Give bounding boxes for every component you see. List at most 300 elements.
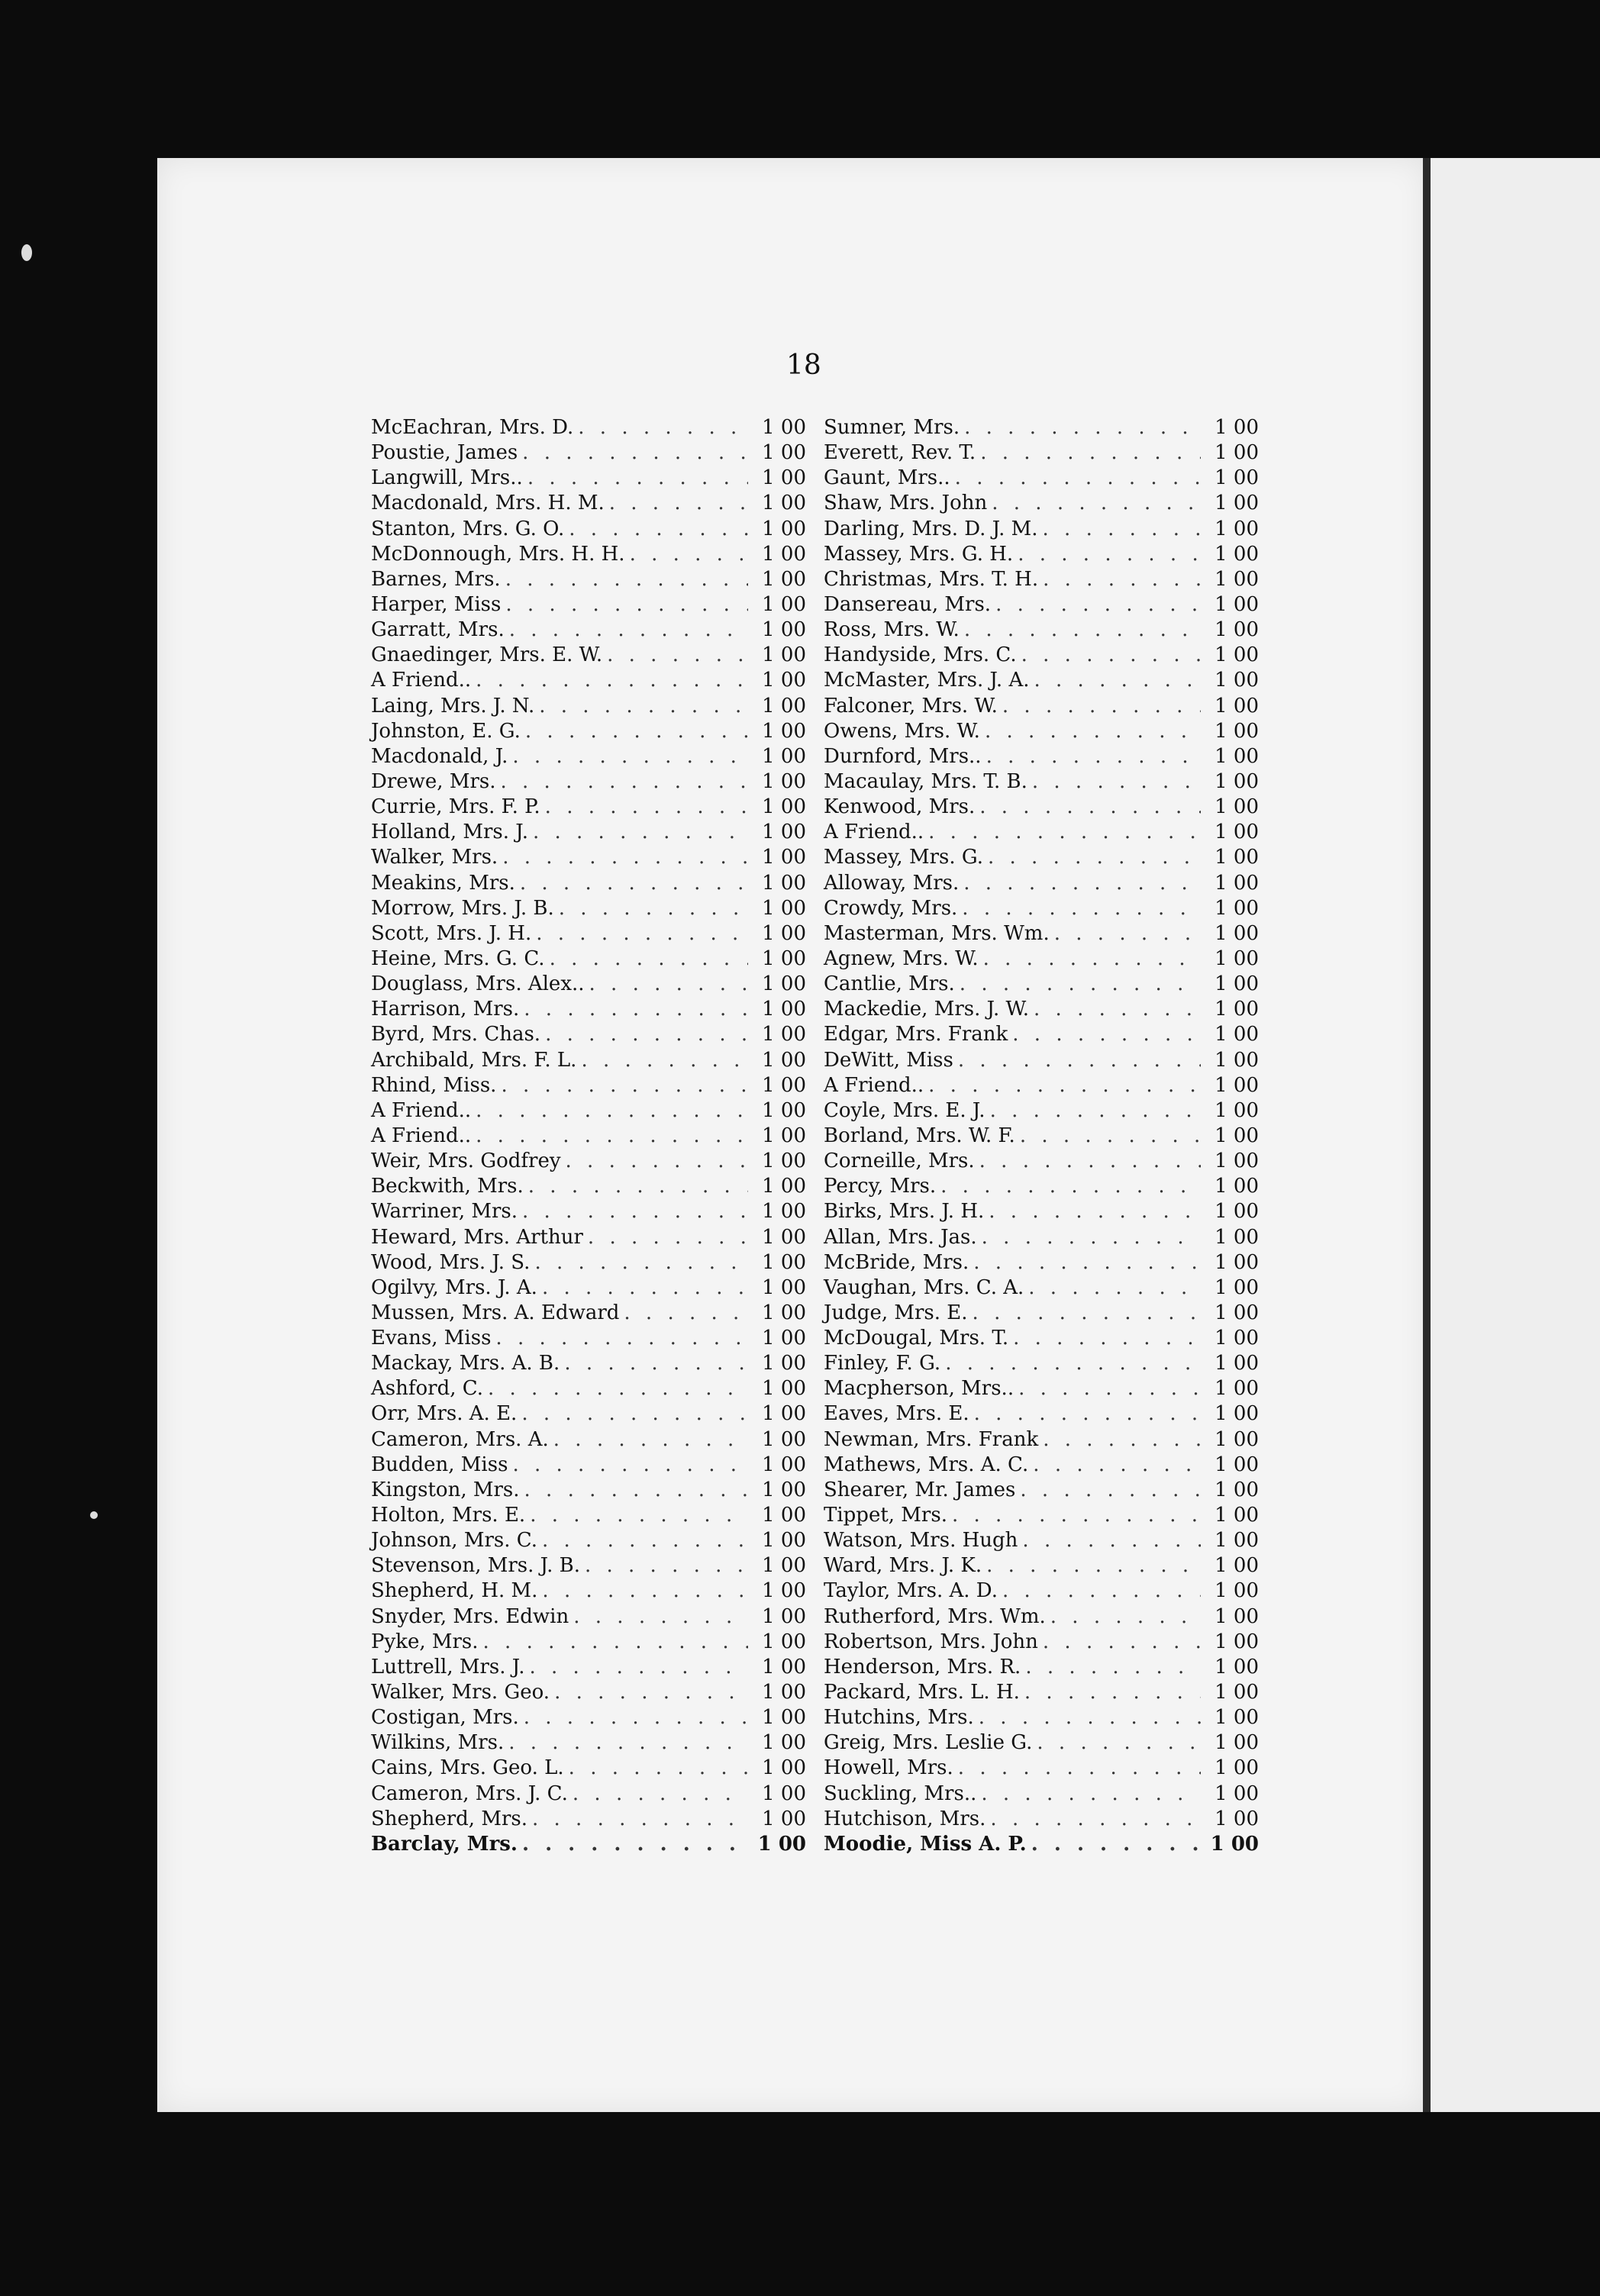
dot-leader — [1021, 643, 1201, 666]
donor-entry-row — [824, 1453, 1259, 1479]
dot-leader — [566, 1150, 748, 1172]
donation-amount: 1 00 — [762, 1655, 806, 1678]
dot-leader — [1033, 1453, 1201, 1476]
donation-amount: 1 00 — [762, 769, 806, 793]
donation-amount: 1 00 — [762, 1275, 806, 1299]
donor-entry-row — [371, 492, 806, 517]
donor-entry-row — [824, 1605, 1259, 1630]
donation-amount: 1 00 — [1215, 1782, 1259, 1805]
donation-amount: 1 00 — [1215, 1377, 1259, 1401]
donation-amount: 1 00 — [762, 1352, 806, 1375]
donor-name: Byrd, Mrs. Chas. — [371, 1023, 541, 1046]
donation-amount: 1 00 — [762, 946, 806, 970]
donation-amount: 1 00 — [1215, 998, 1259, 1021]
donor-name: Kenwood, Mrs. — [824, 795, 976, 819]
donor-entry-row — [824, 1074, 1259, 1099]
donor-name: Douglass, Mrs. Alex.. — [371, 972, 585, 996]
donor-entry-row — [824, 972, 1259, 998]
dot-leader — [974, 1402, 1201, 1425]
dot-leader — [1050, 1605, 1201, 1628]
donation-amount: 1 00 — [1215, 542, 1259, 566]
dot-leader — [581, 1049, 748, 1072]
dot-leader — [992, 492, 1201, 514]
donor-name: Watson, Mrs. Hugh — [824, 1529, 1018, 1553]
dot-leader — [962, 897, 1201, 920]
dot-leader — [508, 1731, 748, 1754]
donor-name: Wilkins, Mrs. — [371, 1731, 505, 1755]
donation-amount: 1 00 — [1215, 871, 1259, 895]
donation-amount: 1 00 — [762, 1327, 806, 1350]
donor-entry-row — [371, 1579, 806, 1604]
donor-name: Currie, Mrs. F. P. — [371, 795, 540, 819]
donor-entry-row — [824, 669, 1259, 694]
donor-entry-row — [824, 1731, 1259, 1756]
donor-name: Birks, Mrs. J. H. — [824, 1200, 985, 1224]
dot-leader — [476, 1099, 748, 1122]
dot-leader — [522, 1200, 748, 1223]
donor-entry-row — [824, 821, 1259, 846]
donor-name: Macdonald, Mrs. H. M. — [371, 492, 605, 515]
donor-name: Macaulay, Mrs. T. B. — [824, 769, 1027, 793]
dot-leader — [1013, 1327, 1201, 1350]
donor-entry-row — [824, 1706, 1259, 1731]
donor-name: Gnaedinger, Mrs. E. W. — [371, 643, 603, 667]
dot-leader — [527, 466, 748, 489]
donor-entry-row — [824, 1301, 1259, 1327]
donor-entry-row — [824, 593, 1259, 618]
dot-leader — [522, 1833, 748, 1856]
donor-name: Cantlie, Mrs. — [824, 972, 955, 996]
donation-amount: 1 00 — [762, 1301, 806, 1324]
donor-list-right-column — [824, 416, 1259, 1858]
donation-amount: 1 00 — [762, 1807, 806, 1830]
donation-amount: 1 00 — [762, 542, 806, 566]
donor-name: Mackay, Mrs. A. B. — [371, 1352, 560, 1375]
donation-amount: 1 00 — [762, 441, 806, 465]
donor-entry-row — [371, 922, 806, 947]
donation-amount: 1 00 — [1215, 719, 1259, 743]
donor-name: Evans, Miss — [371, 1327, 492, 1350]
donor-name: Packard, Mrs. L. H. — [824, 1681, 1020, 1704]
donor-name: Warriner, Mrs. — [371, 1200, 518, 1224]
dot-leader — [569, 1756, 748, 1779]
donor-name: Suckling, Mrs.. — [824, 1782, 977, 1805]
donor-name: Rutherford, Mrs. Wm. — [824, 1604, 1046, 1628]
donor-entry-row — [371, 618, 806, 643]
donor-entry-row — [824, 618, 1259, 643]
donor-entry-row — [824, 543, 1259, 568]
donor-name: McBride, Mrs. — [824, 1250, 969, 1274]
donor-entry-row — [824, 720, 1259, 745]
donor-entry-row — [824, 441, 1259, 466]
dot-leader — [958, 1756, 1201, 1779]
donation-amount: 1 00 — [762, 1250, 806, 1274]
donor-entry-row — [371, 1327, 806, 1352]
donor-name: Shearer, Mr. James — [824, 1478, 1016, 1501]
dot-leader — [985, 720, 1201, 743]
dot-leader — [573, 1605, 748, 1628]
donor-name: Langwill, Mrs.. — [371, 466, 523, 490]
donation-amount: 1 00 — [1215, 1150, 1259, 1173]
dot-leader — [522, 441, 748, 464]
donor-entry-row — [824, 795, 1259, 821]
donor-entry-row — [824, 947, 1259, 972]
donor-name: Kingston, Mrs. — [371, 1478, 520, 1501]
donation-amount: 1 00 — [762, 871, 806, 895]
donation-amount: 1 00 — [762, 1782, 806, 1805]
donor-name: Heward, Mrs. Arthur — [371, 1225, 583, 1249]
donor-entry-row — [371, 669, 806, 694]
donor-name: Vaughan, Mrs. C. A. — [824, 1275, 1024, 1299]
dot-leader — [982, 1226, 1201, 1249]
dot-leader — [533, 821, 748, 843]
dot-leader — [1028, 1276, 1201, 1299]
donor-name: Christmas, Mrs. T. H. — [824, 567, 1039, 591]
donor-entry-row — [824, 1049, 1259, 1074]
donor-name: Weir, Mrs. Godfrey — [371, 1150, 561, 1173]
dot-leader — [1043, 518, 1201, 540]
scan-speck — [21, 244, 32, 261]
donor-entry-row — [371, 1049, 806, 1074]
donor-name: Garratt, Mrs. — [371, 618, 505, 642]
donor-entry-row — [824, 1807, 1259, 1833]
donor-entry-row — [824, 1504, 1259, 1529]
dot-leader — [981, 1782, 1201, 1805]
donor-entry-row — [824, 1200, 1259, 1225]
donation-amount: 1 00 — [1215, 1579, 1259, 1603]
donation-amount: 1 00 — [762, 896, 806, 920]
donor-name: Robertson, Mrs. John — [824, 1630, 1038, 1653]
donor-name: Stanton, Mrs. G. O. — [371, 517, 565, 540]
donor-name: Moodie, Miss A. P. — [824, 1832, 1027, 1856]
dot-leader — [1043, 568, 1201, 591]
dot-leader — [539, 695, 748, 718]
donation-amount: 1 00 — [762, 1579, 806, 1603]
donor-entry-row — [371, 1756, 806, 1782]
donation-amount: 1 00 — [1215, 1023, 1259, 1046]
donation-amount: 1 00 — [762, 846, 806, 869]
adjacent-page-edge — [1431, 158, 1600, 2112]
donation-amount: 1 00 — [762, 1175, 806, 1198]
donation-amount: 1 00 — [762, 1630, 806, 1653]
dot-leader — [990, 1099, 1201, 1122]
dot-leader — [573, 1782, 748, 1805]
donor-entry-row — [824, 643, 1259, 669]
dot-leader — [530, 1504, 748, 1527]
donor-entry-row — [824, 1402, 1259, 1427]
donation-amount: 1 00 — [762, 1529, 806, 1553]
donor-name: Scott, Mrs. J. H. — [371, 921, 532, 945]
donation-amount: 1 00 — [1215, 1124, 1259, 1147]
donation-amount: 1 00 — [1215, 972, 1259, 996]
dot-leader — [495, 1327, 748, 1350]
dot-leader — [509, 618, 748, 641]
donation-amount: 1 00 — [1215, 669, 1259, 692]
dot-leader — [542, 1579, 748, 1602]
dot-leader — [979, 1150, 1201, 1172]
donor-name: Poustie, James — [371, 441, 518, 465]
donation-amount: 1 00 — [1215, 567, 1259, 591]
donor-entry-row — [824, 1226, 1259, 1251]
donor-name: Agnew, Mrs. W. — [824, 946, 979, 970]
dot-leader — [1018, 543, 1201, 566]
donor-entry-row — [371, 998, 806, 1023]
dot-leader — [520, 872, 748, 895]
donor-name: Holland, Mrs. J. — [371, 821, 528, 844]
donation-amount: 1 00 — [762, 1427, 806, 1451]
donor-name: Cameron, Mrs. A. — [371, 1427, 549, 1451]
donation-amount: 1 00 — [762, 416, 806, 439]
donation-amount: 1 00 — [1215, 1731, 1259, 1755]
donation-amount: 1 00 — [762, 1377, 806, 1401]
dot-leader — [988, 846, 1201, 869]
donor-name: Everett, Rev. T. — [824, 441, 976, 465]
donation-amount: 1 00 — [1215, 1630, 1259, 1653]
donor-entry-row — [824, 922, 1259, 947]
donor-entry-row — [371, 518, 806, 543]
donor-name: Cameron, Mrs. J. C. — [371, 1782, 568, 1805]
donor-entry-row — [371, 1023, 806, 1048]
donation-amount: 1 00 — [762, 517, 806, 540]
donor-entry-row — [824, 1554, 1259, 1579]
dot-leader — [1020, 1124, 1201, 1147]
donor-entry-row — [824, 872, 1259, 897]
donor-entry-row — [371, 1782, 806, 1807]
donation-amount: 1 00 — [762, 618, 806, 642]
dot-leader — [502, 846, 748, 869]
donation-amount: 1 00 — [1215, 1402, 1259, 1426]
donation-amount: 1 00 — [762, 643, 806, 667]
donor-entry-row — [824, 416, 1259, 441]
donation-amount: 1 00 — [757, 1832, 806, 1856]
donor-name: Macpherson, Mrs.. — [824, 1377, 1015, 1401]
donor-name: Snyder, Mrs. Edwin — [371, 1604, 569, 1628]
donor-entry-row — [371, 1352, 806, 1377]
donation-amount: 1 00 — [762, 1504, 806, 1527]
donor-entry-row — [371, 466, 806, 492]
dot-leader — [1034, 998, 1201, 1021]
dot-leader — [542, 1529, 748, 1552]
dot-leader — [476, 669, 748, 692]
dot-leader — [554, 1681, 748, 1704]
dot-leader — [512, 1453, 748, 1476]
dot-leader — [979, 795, 1201, 818]
dot-leader — [630, 543, 748, 566]
donor-name: Drewe, Mrs. — [371, 769, 496, 793]
donor-name: Harrison, Mrs. — [371, 998, 520, 1021]
dot-leader — [559, 897, 748, 920]
dot-leader — [983, 947, 1201, 970]
donor-entry-row — [371, 1099, 806, 1124]
donor-entry-row — [371, 1504, 806, 1529]
donation-amount: 1 00 — [762, 821, 806, 844]
donor-entry-row — [824, 745, 1259, 770]
donation-amount: 1 00 — [1215, 1275, 1259, 1299]
donor-entry-row — [371, 1402, 806, 1427]
donor-name: Harper, Miss — [371, 592, 502, 616]
donation-amount: 1 00 — [762, 1225, 806, 1249]
donor-name: Walker, Mrs. Geo. — [371, 1681, 550, 1704]
donor-entry-row — [371, 1377, 806, 1402]
donor-name: McDonnough, Mrs. H. H. — [371, 542, 625, 566]
donor-name: Johnson, Mrs. C. — [371, 1529, 537, 1553]
donor-entry-row — [824, 568, 1259, 593]
donation-amount: 1 00 — [1215, 1504, 1259, 1527]
donor-name: Budden, Miss — [371, 1453, 508, 1476]
dot-leader — [1037, 1731, 1201, 1754]
donation-amount: 1 00 — [1215, 1604, 1259, 1628]
dot-leader — [1032, 770, 1201, 793]
donation-amount: 1 00 — [1215, 1655, 1259, 1678]
dot-leader — [980, 441, 1201, 464]
donation-amount: 1 00 — [1215, 416, 1259, 439]
dot-leader — [1022, 1529, 1201, 1552]
dot-leader — [524, 998, 748, 1021]
donor-name: Shaw, Mrs. John — [824, 492, 988, 515]
dot-leader — [986, 1554, 1201, 1577]
page-number: 18 — [786, 350, 821, 381]
dot-leader — [483, 1630, 748, 1653]
donor-name: Macdonald, J. — [371, 744, 508, 768]
donor-name: Taylor, Mrs. A. D. — [824, 1579, 998, 1603]
donor-entry-row — [824, 770, 1259, 795]
dot-leader — [1002, 695, 1201, 718]
donation-amount: 1 00 — [1215, 694, 1259, 718]
dot-leader — [529, 1656, 748, 1678]
donor-name: Mackedie, Mrs. J. W. — [824, 998, 1030, 1021]
dot-leader — [1043, 1428, 1201, 1451]
donation-amount: 1 00 — [762, 466, 806, 490]
donor-entry-row — [371, 1731, 806, 1756]
donor-name: Stevenson, Mrs. J. B. — [371, 1554, 580, 1578]
donation-amount: 1 00 — [1215, 1554, 1259, 1578]
donor-name: A Friend.. — [371, 669, 472, 692]
donation-amount: 1 00 — [1215, 846, 1259, 869]
donation-amount: 1 00 — [1215, 1048, 1259, 1072]
dot-leader — [578, 416, 748, 439]
donor-entry-row — [371, 1251, 806, 1276]
donation-amount: 1 00 — [762, 1200, 806, 1224]
donor-entry-row — [824, 1630, 1259, 1656]
donor-name: Barclay, Mrs. — [371, 1832, 518, 1856]
donor-name: Tippet, Mrs. — [824, 1504, 947, 1527]
dot-leader — [955, 466, 1201, 489]
donor-entry-row — [824, 1276, 1259, 1301]
dot-leader — [505, 568, 748, 591]
donor-name: Shepherd, Mrs. — [371, 1807, 527, 1830]
donor-name: Massey, Mrs. G. — [824, 846, 983, 869]
dot-leader — [958, 1049, 1201, 1072]
donor-name: Johnston, E. G. — [371, 719, 521, 743]
donation-amount: 1 00 — [1215, 1529, 1259, 1553]
donor-entry-row — [371, 1301, 806, 1327]
donor-entry-row — [371, 795, 806, 821]
donation-amount: 1 00 — [762, 795, 806, 819]
donor-entry-row — [371, 1630, 806, 1656]
dot-leader — [1054, 922, 1201, 945]
donation-amount: 1 00 — [1215, 795, 1259, 819]
donor-name: Shepherd, H. M. — [371, 1579, 538, 1603]
donation-amount: 1 00 — [1215, 592, 1259, 616]
donor-name: Rhind, Miss. — [371, 1073, 497, 1097]
donor-name: Alloway, Mrs. — [824, 871, 960, 895]
dot-leader — [1020, 1479, 1201, 1501]
donation-amount: 1 00 — [762, 744, 806, 768]
donor-entry-row — [824, 1327, 1259, 1352]
donor-entry-row — [371, 1150, 806, 1175]
donor-name: Beckwith, Mrs. — [371, 1175, 524, 1198]
donation-amount: 1 00 — [1215, 744, 1259, 768]
dot-leader — [986, 745, 1201, 768]
donor-name: Greig, Mrs. Leslie G. — [824, 1731, 1033, 1755]
donation-amount: 1 00 — [1215, 492, 1259, 515]
donor-entry-row — [371, 1529, 806, 1554]
donor-name: Eaves, Mrs. E. — [824, 1402, 969, 1426]
donor-entry-row — [824, 466, 1259, 492]
donor-entry-row — [824, 1579, 1259, 1604]
donor-name: Sumner, Mrs. — [824, 416, 960, 439]
dot-leader — [607, 643, 748, 666]
dot-leader — [1018, 1377, 1201, 1400]
donor-entry-row — [371, 897, 806, 922]
donor-name: A Friend.. — [824, 1073, 924, 1097]
donor-entry-row — [824, 492, 1259, 517]
donor-name: Falconer, Mrs. W. — [824, 694, 998, 718]
donor-name: A Friend.. — [371, 1124, 472, 1147]
donation-amount: 1 00 — [762, 1731, 806, 1755]
donor-name: DeWitt, Miss — [824, 1048, 953, 1072]
donation-amount: 1 00 — [762, 1098, 806, 1122]
donation-amount: 1 00 — [1215, 921, 1259, 945]
dot-leader — [995, 593, 1201, 616]
donor-name: Allan, Mrs. Jas. — [824, 1225, 977, 1249]
donor-entry-row — [824, 846, 1259, 871]
donor-name: Laing, Mrs. J. N. — [371, 694, 535, 718]
donor-entry-row — [371, 643, 806, 669]
donor-entry-row — [371, 1479, 806, 1504]
donor-name: Crowdy, Mrs. — [824, 896, 958, 920]
donation-amount: 1 00 — [1215, 1352, 1259, 1375]
donation-amount: 1 00 — [1215, 1756, 1259, 1780]
donation-amount: 1 00 — [1215, 441, 1259, 465]
dot-leader — [964, 416, 1201, 439]
dot-leader — [534, 1251, 748, 1274]
donor-name: Orr, Mrs. A. E. — [371, 1402, 518, 1426]
donation-amount: 1 00 — [762, 1073, 806, 1097]
donation-amount: 1 00 — [762, 1706, 806, 1730]
dot-leader — [564, 1352, 748, 1375]
donation-amount: 1 00 — [762, 1402, 806, 1426]
donor-name: Handyside, Mrs. C. — [824, 643, 1017, 667]
donor-entry-row — [371, 1175, 806, 1200]
dot-leader — [973, 1301, 1201, 1324]
donor-name: Percy, Mrs. — [824, 1175, 937, 1198]
dot-leader — [532, 1807, 748, 1830]
donor-name: McEachran, Mrs. D. — [371, 416, 574, 439]
dot-leader — [501, 1074, 748, 1097]
dot-leader — [1034, 669, 1201, 692]
donor-name: Owens, Mrs. W. — [824, 719, 980, 743]
donation-amount: 1 00 — [762, 1478, 806, 1501]
donor-name: Darling, Mrs. D. J. M. — [824, 517, 1038, 540]
dot-leader — [990, 1807, 1201, 1830]
donor-entry-row — [371, 1124, 806, 1150]
donation-amount: 1 00 — [1215, 1098, 1259, 1122]
donor-name: Edgar, Mrs. Frank — [824, 1023, 1008, 1046]
donation-amount: 1 00 — [1215, 1225, 1259, 1249]
donor-name: Heine, Mrs. G. C. — [371, 946, 545, 970]
dot-leader — [989, 1200, 1201, 1223]
